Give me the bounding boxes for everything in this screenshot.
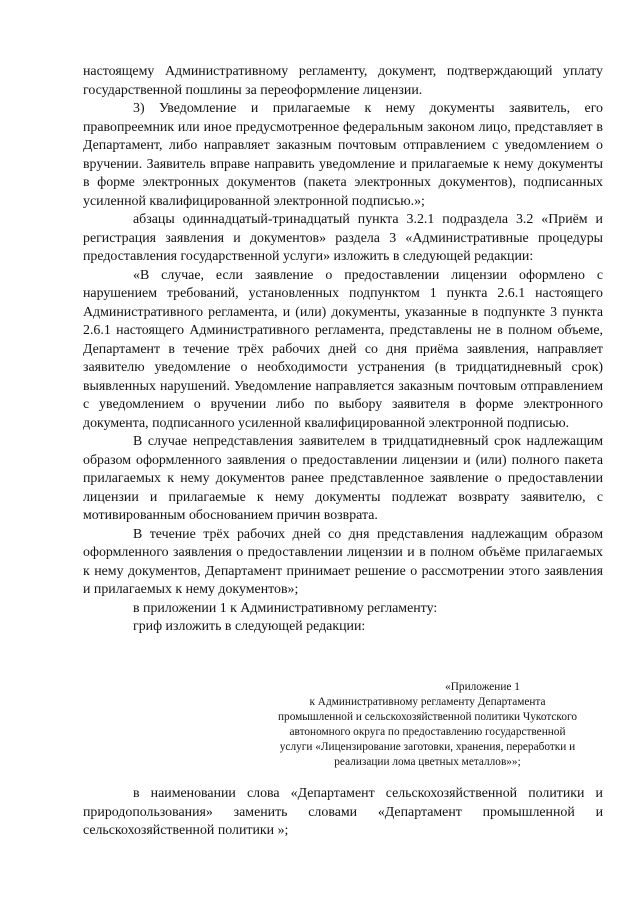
appendix-stamp <box>240 680 615 769</box>
paragraph-5: В случае непредставления заявителем в тридцатидневный срок надлежащим образом оформленного заявления о предоставлении лицензии и (или) полного пакета прилагаемых к нему документов ранее представленное заявление о предоставлении лицензии и прилагаемые к нему документы подлежат возврату заявителю, с мотивированным обоснованием причин возврата. <box>83 434 603 523</box>
paragraph-6: В течение трёх рабочих дней со дня представления надлежащим образом оформленного заявления о предоставлении лицензии и в полном объёме прилагаемых к нему документов, Департамент принимает решение о рассмотрении этого заявления и прилагаемых к нему документов»; <box>83 526 603 597</box>
stamp-line: автономного округа по предоставлению государственной <box>289 725 566 738</box>
paragraph-2: 3) Уведомление и прилагаемые к нему документы заявитель, его правопреемник или иное предусмотренное федеральным законом лицо, представляет в Департамент, либо направляет заказным почтовым отправлением с уведомлением о вручении. Заявитель вправе направить уведомление и прилагаемые к нему документы в форме электронных документов (пакета электронных документов), подписанных усиленной квалифицированной электронной подписью.»; <box>83 101 603 209</box>
stamp-line: к Административному регламенту Департамента <box>309 695 546 708</box>
paragraph-3: абзацы одиннадцатый-тринадцатый пункта 3.2.1 подраздела 3.2 «Приём и регистрация заявления и документов» раздела 3 «Административные процедуры предоставления государственной услуги» изложить в следующей редакции: <box>83 212 603 264</box>
stamp-line: реализации лома цветных металлов»»; <box>334 755 521 768</box>
document-body-continued <box>83 785 603 841</box>
paragraph-8: гриф изложить в следующей редакции: <box>133 619 366 634</box>
paragraph-7: в приложении 1 к Административному регламенту: <box>133 600 438 616</box>
paragraph-1: настоящему Административному регламенту, документ, подтверждающий уплату государственной пошлины за переоформление лицензии. <box>83 64 603 98</box>
paragraph-4: «В случае, если заявление о предоставлении лицензии оформлено с нарушением требований, установленных подпунктом 1 пункта 2.6.1 настоящего Административного регламента, и (или) документы, указанные в подпункте 3 пункта 2.6.1 настоящего Административного регламента, представлены не в полном объеме, Департамент в течение трёх рабочих дней со дня приёма заявления, направляет заявителю уведомление о необходимости устранения (в тридцатидневный срок) выявленных нарушений. Уведомление направляется заказным почтовым отправлением с уведомлением о вручении либо по выбору заявителя в форме электронного документа, подписанного усиленной квалифицированной электронной подписью. <box>83 267 603 431</box>
document-body <box>83 63 603 637</box>
stamp-line: промышленной и сельскохозяйственной политики Чукотского <box>278 710 577 723</box>
paragraph-9: в наименовании слова «Департамент сельскохозяйственной политики и природопользования» заменить словами «Департамент промышленной и сельскохозяйственной политики »; <box>83 786 603 838</box>
stamp-line: услуги «Лицензирование заготовки, хранения, переработки и <box>279 740 576 753</box>
stamp-line: «Приложение 1 <box>445 681 520 693</box>
